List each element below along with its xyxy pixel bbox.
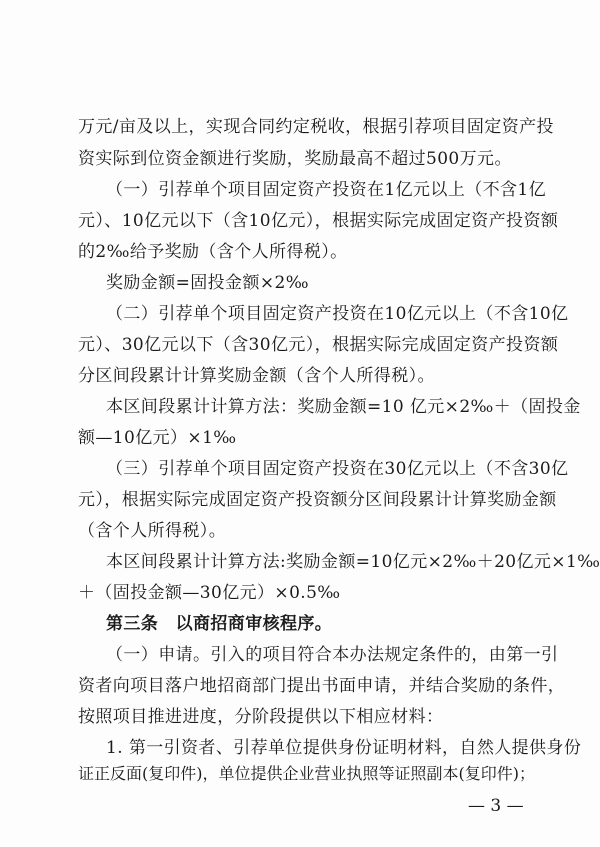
text-line-15: 1. 第一引资者、引荐单位提供身份证明材料，自然人提供身份 — [106, 738, 582, 758]
text-line-13: 资者向项目落户地招商部门提出书面申请，并结合奖励的条件， — [78, 676, 566, 696]
text-line-5: 的2‰给予奖励（含个人所得税）。 — [78, 242, 348, 262]
text-line-3: （一）引荐单个项目固定资产投资在1亿元以上（不含1亿 — [106, 180, 547, 200]
text-line-2: 资实际到位资金额进行奖励，奖励最高不超过500万元。 — [78, 149, 512, 169]
formula-line-3-cont: ＋（固投金额—30亿元）×0.5‰ — [78, 583, 341, 603]
text-line-1: 万元/亩及以上，实现合同约定税收，根据引荐项目固定资产投 — [78, 117, 554, 137]
text-line-6: （二）引荐单个项目固定资产投资在10亿元以上（不含10亿 — [106, 304, 569, 324]
text-line-9: （三）引荐单个项目固定资产投资在30亿元以上（不含30亿 — [106, 459, 569, 479]
text-line-7: 元）、30亿元以下（含30亿元），根据实际完成固定资产投资额 — [78, 335, 559, 355]
text-line-10: 元），根据实际完成固定资产投资额分区间段累计计算奖励金额 — [78, 490, 557, 510]
formula-line-3: 本区间段累计计算方法:奖励金额=10亿元×2‰＋20亿元×1‰ — [106, 552, 600, 572]
text-line-11: （含个人所得税）。 — [78, 521, 227, 541]
formula-line-1: 奖励金额=固投金额×2‰ — [106, 273, 309, 293]
page-number: — 3 — — [468, 796, 524, 816]
text-line-4: 元）、10亿元以下（含10亿元），根据实际完成固定资产投资额 — [78, 211, 559, 231]
formula-line-2: 本区间段累计计算方法：奖励金额=10 亿元×2‰＋（固投金 — [106, 397, 581, 417]
text-line-16: 证正反面(复印件)，单位提供企业营业执照等证照副本(复印件)； — [78, 764, 535, 783]
formula-line-2-cont: 额—10亿元）×1‰ — [78, 428, 237, 448]
text-line-14: 按照项目推进进度，分阶段提供以下相应材料： — [78, 707, 444, 727]
article-heading: 第三条 以商招商审核程序。 — [106, 614, 333, 634]
text-line-8: 分区间段累计计算奖励金额（含个人所得税）。 — [78, 366, 435, 386]
text-line-12: （一）申请。引入的项目符合本办法规定条件的，由第一引 — [106, 645, 559, 665]
